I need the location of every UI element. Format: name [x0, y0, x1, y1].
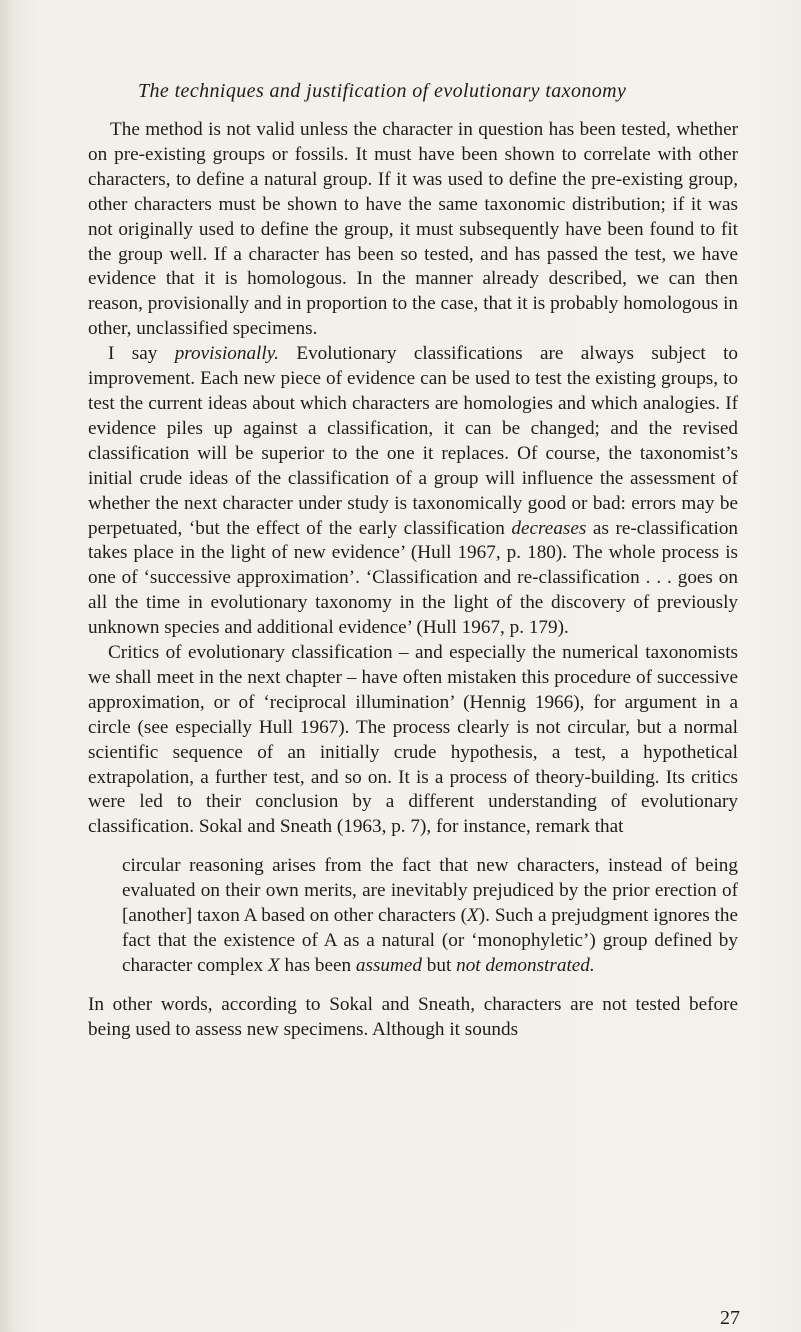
paragraph-other-words: In other words, according to Sokal and Sneath, characters are not tested before being used to assess new specimens. Although it sounds [88, 993, 738, 1040]
quote-emphasis-not-demonstrated: not demonstrated. [456, 954, 595, 976]
p2-text-a: Evolutionary classifications are always subject to improvement. Each new piece of evidence can be used to test the existing groups, to test the current ideas about which characters are homologies and which analogies. If evidence piles up against a classification, it can be changed; and the revised classification will be superior to the one it replaces. Of course, the taxonomist’s initial crude ideas of the classification of a group will influence the assessment of whether the next character under study is taxonomically good or bad: errors may be perpetuated, ‘but the effect of the early classification [88, 343, 738, 539]
paragraph-provisionally [88, 342, 738, 641]
block-quote-sokal-sneath [122, 854, 738, 979]
quote-emphasis-assumed: assumed [355, 954, 422, 976]
p2-text-b: as re-classification takes place in the light of new evidence’ (Hull 1967, p. 180). The whole process is one of ‘successive approximation’. ‘Classification and re-classification . . . goes on all the time in evolutionary taxonomy in the light of the discovery of previously unknown species and additional evidence’ (Hull 1967, p. 179). [88, 517, 739, 639]
quote-text-d: but [421, 954, 457, 976]
p2-lead: I say [108, 343, 175, 365]
page-number: 27 [720, 1307, 740, 1329]
paragraph-critics: Critics of evolutionary classification – and especially the numerical taxonomists we shall meet in the next chapter – have often mistaken this procedure of successive approximation, or of ‘reciprocal illumination’ (Hennig 1966), for argument in a circle (see especially Hull 1967). The process clearly is not circular, but a normal scientific sequence of an initially crude hypothesis, a test, a hypothetical extrapolation, a further test, and so on. It is a process of theory-building. Its critics were led to their conclusion by a different understanding of evolutionary classification. Sokal and Sneath (1963, p. 7), for instance, remark that [88, 642, 738, 838]
running-head: The techniques and justification of evolutionary taxonomy [138, 80, 627, 102]
quote-text-c: has been [279, 954, 356, 976]
quote-text-a: circular reasoning arises from the fact that new characters, instead of being evaluated on their own merits, are inevitably prejudiced by the prior erection of [another] taxon A based on other characters ( [122, 855, 738, 927]
p2-emphasis-decreases: decreases [511, 517, 587, 539]
p2-emphasis-provisionally: provisionally. [174, 343, 279, 365]
body-text [88, 118, 738, 1043]
quote-text-b: ). Such a prejudgment ignores the fact that the existence of A as a natural (or ‘monophyletic’) group defined by character complex [122, 905, 738, 976]
paragraph-method-validity: The method is not valid unless the character in question has been tested, whether on pre-existing groups or fossils. It must have been shown to correlate with other characters, to define a natural group. If it was used to define the pre-existing group, other characters must be shown to have the same taxonomic distribution; if it was not originally used to define the group, it must subsequently have been found to fit the group well. If a character has been so tested, and has passed the test, we have evidence that it is homologous. In the manner already described, we can then reason, provisionally and in proportion to the case, that it is probably homologous in other, unclassified specimens. [88, 119, 738, 340]
quote-var-x-2: X [267, 954, 280, 976]
quote-var-x-1: X [467, 905, 479, 927]
